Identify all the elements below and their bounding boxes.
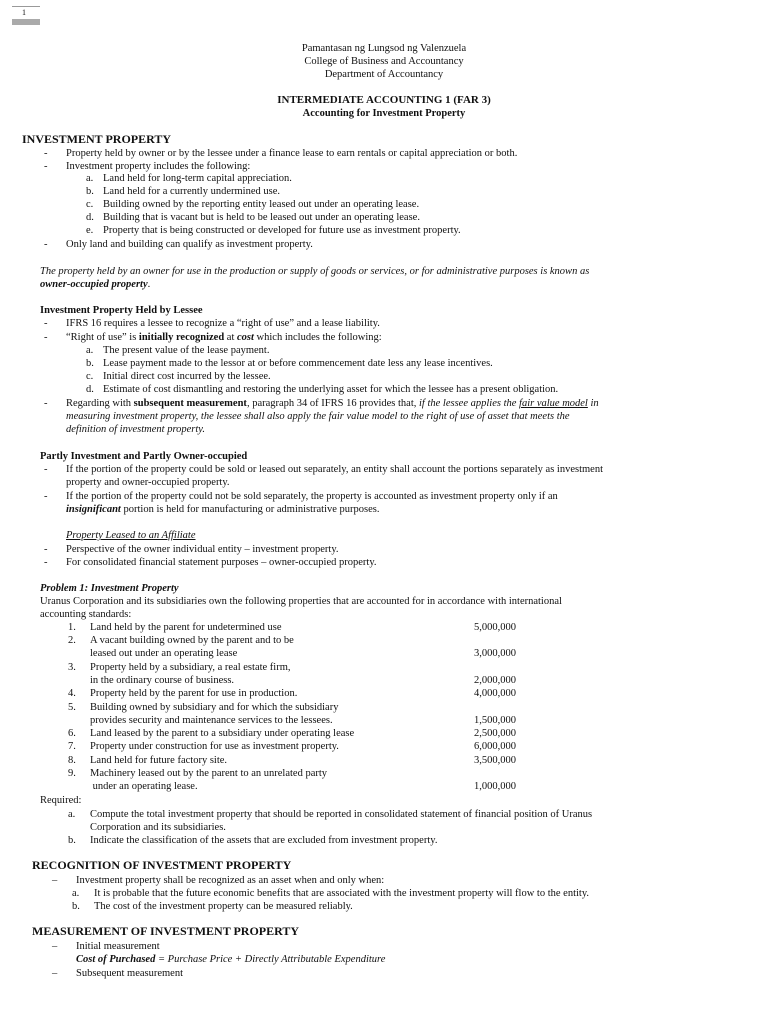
paragraph: Subsequent measurement bbox=[76, 968, 184, 979]
list-marker: a. bbox=[72, 888, 80, 899]
list-item: Estimate of cost dismantling and restoring the underlying asset for which the lessee has a present obligation. bbox=[103, 384, 559, 395]
list-item: Initial direct cost incurred by the lessee. bbox=[103, 371, 271, 382]
owner-occupied-note-line2 bbox=[40, 278, 150, 291]
bullet-dash: - bbox=[44, 239, 48, 250]
college-name: College of Business and Accountancy bbox=[304, 56, 464, 67]
paragraph: IFRS 16 requires a lessee to recognize a “right of use” and a lease liability. bbox=[66, 318, 380, 329]
item-text: Building owned by subsidiary and for which the subsidiary bbox=[90, 702, 339, 713]
page-number: 1 bbox=[22, 8, 26, 17]
item-amount: 2,500,000 bbox=[474, 728, 516, 739]
emphasis: initially recognized bbox=[138, 332, 225, 343]
bullet-dash: - bbox=[44, 148, 48, 159]
item-amount: 5,000,000 bbox=[474, 622, 516, 633]
list-marker: e. bbox=[86, 225, 94, 236]
emphasis: if the lessee applies the bbox=[419, 398, 520, 409]
formula-term: Cost of Purchased bbox=[76, 954, 156, 965]
subheading-affiliate: Property Leased to an Affiliate bbox=[66, 530, 196, 541]
bullet-dash: - bbox=[44, 332, 48, 343]
item-text: in the ordinary course of business. bbox=[90, 675, 235, 686]
item-text: leased out under an operating lease bbox=[90, 648, 238, 659]
item-text: Land held by the parent for undetermined use bbox=[90, 622, 282, 633]
paragraph: Property held by owner or by the lessee under a finance lease to earn rentals or capital appreciation or both. bbox=[66, 148, 518, 159]
topic-title: Accounting for Investment Property bbox=[302, 108, 466, 119]
item-amount: 3,000,000 bbox=[474, 648, 516, 659]
owner-occupied-term: owner-occupied property bbox=[40, 279, 148, 290]
item-text: under an operating lease. bbox=[90, 781, 198, 792]
section-heading-lessee: Investment Property Held by Lessee bbox=[40, 305, 203, 316]
department-name: Department of Accountancy bbox=[324, 69, 444, 80]
university-name: Pamantasan ng Lungsod ng Valenzuela bbox=[301, 43, 467, 54]
list-marker: a. bbox=[86, 173, 94, 184]
bullet-dash: - bbox=[44, 544, 48, 555]
problem-heading: Problem 1: Investment Property bbox=[40, 583, 179, 594]
list-marker: b. bbox=[86, 358, 94, 369]
bullet-dash: - bbox=[44, 318, 48, 329]
item-number: 3. bbox=[68, 662, 76, 673]
emphasis: subsequent measurement bbox=[133, 398, 247, 409]
text: “Right of use” is bbox=[66, 332, 139, 343]
bullet-dash: - bbox=[44, 464, 48, 475]
paragraph: definition of investment property. bbox=[66, 424, 206, 435]
required-item: Corporation and its subsidiaries. bbox=[90, 822, 226, 833]
section-heading-partly: Partly Investment and Partly Owner-occupied bbox=[40, 451, 248, 462]
list-item: Lease payment made to the lessor at or before commencement date less any lease incentives. bbox=[103, 358, 493, 369]
list-item: Building owned by the reporting entity leased out under an operating lease. bbox=[103, 199, 420, 210]
section-heading-recognition: RECOGNITION OF INVESTMENT PROPERTY bbox=[32, 858, 292, 872]
paragraph: Only land and building can qualify as investment property. bbox=[66, 239, 313, 250]
paragraph: property and owner-occupied property. bbox=[66, 477, 230, 488]
item-number: 6. bbox=[68, 728, 76, 739]
list-marker: c. bbox=[86, 371, 94, 382]
list-item: The present value of the lease payment. bbox=[103, 345, 270, 356]
paragraph: Perspective of the owner individual entity – investment property. bbox=[66, 544, 339, 555]
paragraph: If the portion of the property could be sold or leased out separately, an entity shall account the portions separately as investment bbox=[66, 464, 603, 475]
list-item: It is probable that the future economic benefits that are associated with the investment property will flow to the entity. bbox=[94, 888, 590, 899]
paragraph bbox=[66, 331, 382, 344]
section-heading-measurement: MEASUREMENT OF INVESTMENT PROPERTY bbox=[32, 924, 300, 938]
list-marker: b. bbox=[68, 835, 76, 846]
required-item: Compute the total investment property that should be reported in consolidated statement of financial position of Uranus bbox=[90, 809, 593, 820]
paragraph: Initial measurement bbox=[76, 941, 160, 952]
item-text: Land held for future factory site. bbox=[90, 755, 228, 766]
section-heading-investment-property: INVESTMENT PROPERTY bbox=[22, 132, 172, 146]
list-marker: b. bbox=[86, 186, 94, 197]
item-text: provides security and maintenance services to the lessees. bbox=[90, 715, 333, 726]
item-text: Property under construction for use as investment property. bbox=[90, 741, 339, 752]
list-item: Building that is vacant but is held to be leased out under an operating lease. bbox=[103, 212, 420, 223]
text: Regarding with bbox=[66, 398, 134, 409]
item-amount: 3,500,000 bbox=[474, 755, 516, 766]
page-number-bar bbox=[12, 19, 40, 25]
emphasis: cost bbox=[237, 332, 254, 343]
bullet-dash: - bbox=[44, 161, 48, 172]
item-text: Property held by a subsidiary, a real estate firm, bbox=[90, 662, 291, 673]
item-number: 4. bbox=[68, 688, 76, 699]
problem-intro: Uranus Corporation and its subsidiaries own the following properties that are accounted for in accordance with international bbox=[40, 596, 562, 607]
bullet-dash: - bbox=[44, 491, 48, 502]
bullet-dash: – bbox=[52, 875, 58, 886]
item-number: 1. bbox=[68, 622, 76, 633]
item-number: 9. bbox=[68, 768, 76, 779]
item-amount: 4,000,000 bbox=[474, 688, 516, 699]
problem-intro: accounting standards: bbox=[40, 609, 132, 620]
list-marker: d. bbox=[86, 384, 94, 395]
paragraph: If the portion of the property could not be sold separately, the property is accounted as investment property only if an bbox=[66, 491, 558, 502]
item-number: 8. bbox=[68, 755, 76, 766]
text: at bbox=[224, 332, 237, 343]
paragraph bbox=[66, 397, 599, 410]
bullet-dash: - bbox=[44, 557, 48, 568]
course-title: INTERMEDIATE ACCOUNTING 1 (FAR 3) bbox=[277, 94, 491, 106]
item-text: Land leased by the parent to a subsidiary under operating lease bbox=[90, 728, 355, 739]
list-marker: b. bbox=[72, 901, 80, 912]
list-item: The cost of the investment property can be measured reliably. bbox=[94, 901, 353, 912]
emphasis: in bbox=[587, 398, 599, 409]
list-item: Land held for a currently undermined use. bbox=[103, 186, 280, 197]
page-number-box bbox=[12, 6, 40, 25]
item-amount: 1,000,000 bbox=[474, 781, 516, 792]
paragraph: Investment property includes the following: bbox=[66, 161, 251, 172]
item-amount: 2,000,000 bbox=[474, 675, 516, 686]
owner-occupied-note: The property held by an owner for use in the production or supply of goods or services, or for administrative purposes is known as bbox=[40, 266, 590, 277]
required-item: Indicate the classification of the assets that are excluded from investment property. bbox=[90, 835, 438, 846]
paragraph: For consolidated financial statement purposes – owner-occupied property. bbox=[66, 557, 377, 568]
paragraph: measuring investment property, the lessee shall also apply the fair value model to the right of use of asset that meets the bbox=[66, 411, 570, 422]
text: which includes the following: bbox=[253, 332, 382, 343]
item-number: 2. bbox=[68, 635, 76, 646]
item-amount: 1,500,000 bbox=[474, 715, 516, 726]
emphasis: fair value model bbox=[519, 398, 588, 409]
required-label: Required: bbox=[40, 795, 82, 806]
item-text: A vacant building owned by the parent and to be bbox=[90, 635, 294, 646]
emphasis: insignificant bbox=[66, 504, 121, 515]
list-item: Property that is being constructed or developed for future use as investment property. bbox=[103, 225, 461, 236]
list-marker: c. bbox=[86, 199, 94, 210]
item-number: 5. bbox=[68, 702, 76, 713]
list-marker: a. bbox=[86, 345, 94, 356]
paragraph: Investment property shall be recognized as an asset when and only when: bbox=[76, 875, 385, 886]
paragraph bbox=[66, 503, 380, 516]
bullet-dash: - bbox=[44, 398, 48, 409]
item-text: Machinery leased out by the parent to an unrelated party bbox=[90, 768, 328, 779]
text: , paragraph 34 of IFRS 16 provides that, bbox=[246, 398, 419, 409]
formula-expression: = Purchase Price + Directly Attributable Expenditure bbox=[155, 954, 386, 965]
item-text: Property held by the parent for use in production. bbox=[90, 688, 298, 699]
formula bbox=[76, 953, 385, 966]
item-amount: 6,000,000 bbox=[474, 741, 516, 752]
period: . bbox=[147, 279, 151, 290]
list-marker: a. bbox=[68, 809, 76, 820]
item-number: 7. bbox=[68, 741, 76, 752]
text: portion is held for manufacturing or administrative purposes. bbox=[120, 504, 380, 515]
bullet-dash: – bbox=[52, 968, 58, 979]
list-item: Land held for long-term capital appreciation. bbox=[103, 173, 292, 184]
list-marker: d. bbox=[86, 212, 94, 223]
bullet-dash: – bbox=[52, 941, 58, 952]
